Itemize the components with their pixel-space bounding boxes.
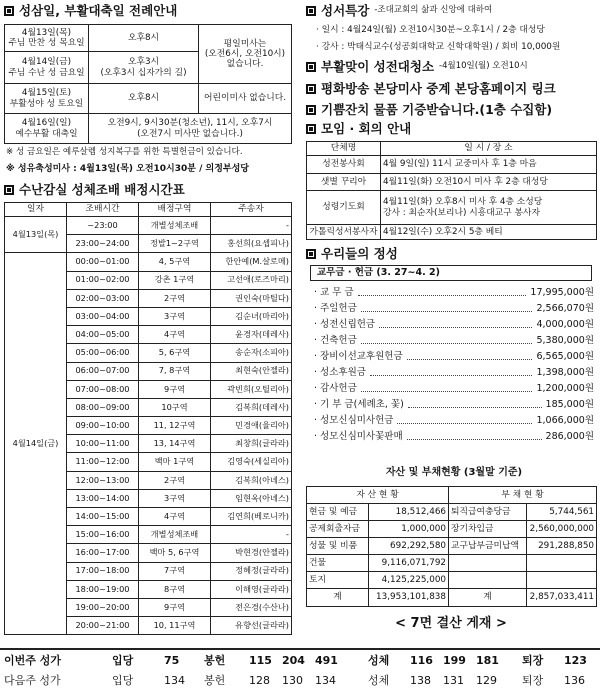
hymn-number: 75 [164,654,180,667]
leader-name: 곽빈희(오틸리아) [211,380,292,398]
dot-leader [407,439,542,440]
offering-list [314,283,594,443]
assigned-zone: 강촌 1구역 [139,271,211,289]
square-bullet-icon [306,84,316,94]
assigned-zone: 2구역 [139,471,211,489]
debt-value: 291,288,850 [527,538,597,555]
hymn-numbers [4,653,596,693]
liturgy-date: 4월14일(금) 주님 수난 성 금요일 [5,52,89,84]
asset-total-label: 계 [307,589,369,607]
debt-label: 교구납부금미납액 [449,538,527,555]
leader-name: 이해영(글라라) [211,580,292,598]
adoration-time: ~23:00 [67,217,139,235]
offering-amount: 185,000원 [545,399,594,411]
assets-title: 자산 및 부채현황 (3월말 기준) [385,467,523,478]
square-bullet-icon [306,105,316,115]
hymn-number: 115 [249,654,272,667]
dot-leader [361,311,533,312]
offering-row [314,315,594,331]
hymn-number: 130 [282,674,303,687]
adoration-time: 09:00~10:00 [67,417,139,435]
hymn-number: 204 [282,654,305,667]
meetings-table [306,141,597,240]
square-bullet-icon [306,249,316,259]
offering-label: · 감사헌금 [314,383,357,395]
hymn-label: 봉헌 [204,674,226,687]
hymn-number: 129 [476,674,497,687]
asset-label: 공제회출자금 [307,521,369,538]
asset-total: 13,953,101,838 [369,589,449,607]
square-bullet-icon [306,124,316,134]
adoration-time: 02:00~03:00 [67,289,139,307]
adoration-time: 10:00~11:00 [67,435,139,453]
asset-value: 692,292,580 [369,538,449,555]
offering-amount: 286,000원 [545,431,594,443]
hymn-label: 성체 [368,674,390,687]
leader-name: 고선애(로즈마리) [211,271,292,289]
good-friday-note: ※ 성 금요일은 예루살렘 성지복구를 위한 특별헌금이 있습니다. [6,147,243,157]
leader-name: 김복희(아녜스) [211,471,292,489]
offering-row [314,331,594,347]
schedule-row [5,253,292,271]
meeting-info: 4월 9일(일) 11시 교중미사 후 1층 마음 [381,156,597,174]
chrism-mass-note: ※ 성유축성미사 : 4월13일(목) 오전10시30분 / 의정부성당 [6,164,249,174]
leader-name: 송순자(소피아) [211,344,292,362]
hymn-number: 181 [476,654,499,667]
leader-name: 정혜정(글라라) [211,562,292,580]
hymn-number: 116 [410,654,433,667]
assigned-zone: 정발1~2구역 [139,235,211,253]
hymn-label: 퇴장 [522,674,544,687]
adoration-time: 08:00~09:00 [67,398,139,416]
offering-row [314,283,594,299]
schedule-date: 4월14일(금) [5,253,67,635]
square-bullet-icon [4,6,14,16]
schedule-row [5,217,292,235]
asset-label: 현금 및 예금 [307,504,369,521]
asset-value: 9,116,071,792 [369,555,449,572]
section-adoration-title [4,183,185,197]
hymn-number: 199 [443,654,466,667]
offering-label: · 주일헌금 [314,303,357,315]
adoration-time: 03:00~04:00 [67,307,139,325]
offering-row [314,363,594,379]
section-donation-title [306,103,552,117]
hymn-number: 134 [164,674,185,687]
meeting-info: 4월11일(화) 오후8시 미사 후 4층 소성당 강사 : 최순자(보리나) 시흥대교구 봉사자 [381,191,597,225]
offering-row [314,427,594,443]
adoration-time: 05:00~06:00 [67,344,139,362]
offering-amount: 17,995,000원 [530,287,594,299]
leader-name: 민경애(율리아) [211,417,292,435]
hymn-label: 입당 [112,674,134,687]
adoration-time: 23:00~24:00 [67,235,139,253]
debt-empty [527,572,597,589]
settlement-notice: < 7면 결산 게재 > [395,616,507,631]
debt-label: 퇴직급여충당금 [449,504,527,521]
assigned-zone: 7구역 [139,562,211,580]
asset-label: 성물 및 비품 [307,538,369,555]
assigned-zone: 4구역 [139,508,211,526]
liturgy-time: 오전9시, 9시30분(청소년), 11시, 오후7시 (오전7시 미사만 없습니다.) [89,114,292,144]
hymn-number: 491 [315,654,338,667]
assigned-zone: 3구역 [139,307,211,325]
leader-name: - [211,217,292,235]
adoration-time: 13:00~14:00 [67,489,139,507]
assigned-zone: 13, 14구역 [139,435,211,453]
leader-name: 박현경(안젤라) [211,544,292,562]
leader-name: 김연희(베로니카) [211,508,292,526]
square-bullet-icon [306,62,316,72]
hymn-number: 131 [443,674,464,687]
adoration-time: 01:00~02:00 [67,271,139,289]
offering-label: · 성모신심미사헌금 [314,415,394,427]
section-meetings-title [306,122,411,136]
section-title-text: 기쁨잔치 물품 기증받습니다.(1층 수집함) [321,102,553,117]
section-title-text: 수난감실 성체조배 배정시간표 [19,182,185,197]
section-title-text: 부활맞이 성전대청소 [321,59,435,74]
dot-leader [408,407,542,408]
asset-value: 4,125,225,000 [369,572,449,589]
assigned-zone: 3구역 [139,489,211,507]
section-liturgy-title [4,4,177,18]
offering-row [314,395,594,411]
leader-name: 임현옥(아녜스) [211,489,292,507]
offering-amount: 1,066,000원 [536,415,594,427]
lecture-date: · 일시 : 4월24일(월) 오전10시30분~오후1시 / 2층 대성당 [316,25,545,35]
section-cleaning-title [306,60,528,74]
offering-label: · 성모신심미사꽃판매 [314,431,403,443]
liturgy-date: 4월16일(일) 예수부활 대축일 [5,114,89,144]
offering-label: · 건축헌금 [314,335,357,347]
debt-label: 장기차입금 [449,521,527,538]
hymn-label: 성체 [368,654,390,667]
debt-header: 부 채 현 황 [449,487,597,504]
offering-label: · 성전신립헌금 [314,319,376,331]
offering-row [314,411,594,427]
assigned-zone: 5, 6구역 [139,344,211,362]
leader-name: 김복희(데레사) [211,398,292,416]
hymn-row [4,653,596,673]
section-title-text: 모임 · 회의 안내 [321,121,412,136]
adoration-time: 17:00~18:00 [67,562,139,580]
offering-amount: 6,565,000원 [536,351,594,363]
asset-label: 건물 [307,555,369,572]
debt-total-label: 계 [449,589,527,607]
section-offerings-title [306,247,398,261]
assigned-zone: 개별성체조배 [139,217,211,235]
hymn-label: 봉헌 [204,654,226,667]
group-name: 샛별 꾸리아 [307,174,381,191]
adoration-time: 16:00~17:00 [67,544,139,562]
offering-row [314,347,594,363]
leader-name: 전은경(수산나) [211,598,292,616]
hymn-row-label: 이번주 성가 [4,654,61,667]
adoration-time: 04:00~05:00 [67,326,139,344]
offering-label: · 성소후원금 [314,367,366,379]
section-title-text: 평화방송 본당미사 중계 본당홈페이지 링크 [321,81,556,96]
debt-empty [527,555,597,572]
section-subtitle: -조대교회의 삶과 신앙에 대하여 [374,5,493,16]
group-name: 성령기도회 [307,191,381,225]
adoration-time: 20:00~21:00 [67,617,139,635]
dot-leader [361,391,533,392]
divider [0,648,600,650]
section-bible-lecture-title [306,4,492,18]
liturgy-time: 오후8시 [89,25,199,52]
adoration-time: 15:00~16:00 [67,526,139,544]
section-title-text: 성삼일, 부활대축일 전례안내 [19,3,178,18]
offering-amount: 1,398,000원 [536,367,594,379]
asset-value: 1,000,000 [369,521,449,538]
assigned-zone: 2구역 [139,289,211,307]
adoration-time: 06:00~07:00 [67,362,139,380]
hymn-number: 136 [564,674,585,687]
debt-total: 2,857,033,411 [527,589,597,607]
hymn-label: 입당 [112,654,134,667]
section-title-text: 성서특강 [321,3,370,18]
offering-amount: 4,000,000원 [536,319,594,331]
offering-amount: 5,380,000원 [536,335,594,347]
assigned-zone: 11, 12구역 [139,417,211,435]
debt-empty [449,572,527,589]
section-title-text: 우리들의 정성 [321,246,398,261]
hymn-label: 퇴장 [522,654,544,667]
leader-name: 한안예(M.살로메) [211,253,292,271]
dot-leader [407,359,533,360]
assigned-zone: 백마 5, 6구역 [139,544,211,562]
adoration-time: 19:00~20:00 [67,598,139,616]
liturgy-date: 4월15일(토) 부활성야 성 토요일 [5,84,89,114]
square-bullet-icon [306,6,316,16]
assigned-zone: 10, 11구역 [139,617,211,635]
adoration-time: 14:00~15:00 [67,508,139,526]
assets-table [306,486,597,607]
debt-value: 5,744,561 [527,504,597,521]
dot-leader [361,343,533,344]
offering-label: · 교 무 금 [314,287,354,299]
liturgy-table [4,24,292,144]
group-name: 성전봉사회 [307,156,381,174]
hymn-number: 134 [315,674,336,687]
dot-leader [370,375,533,376]
weekday-note: 평일미사는 (오전6시, 오전10시) 없습니다. [199,25,292,84]
square-bullet-icon [4,185,14,195]
offering-row [314,379,594,395]
leader-name: 김순녀(마리아) [211,307,292,325]
meeting-info: 4월11일(화) 오전10시 미사 후 2층 대성당 [381,174,597,191]
leader-name: - [211,526,292,544]
offering-amount: 1,200,000원 [536,383,594,395]
hymn-row [4,673,596,693]
dot-leader [358,295,527,296]
adoration-time: 07:00~08:00 [67,380,139,398]
liturgy-time: 오후8시 [89,84,199,114]
assigned-zone: 4, 5구역 [139,253,211,271]
assigned-zone: 개별성체조배 [139,526,211,544]
hymn-number: 128 [249,674,270,687]
asset-label: 토지 [307,572,369,589]
offering-amount: 2,566,070원 [536,303,594,315]
col-header: 배정구역 [139,203,211,217]
assigned-zone: 7, 8구역 [139,362,211,380]
leader-name: 홍선희(요셉피나) [211,235,292,253]
meeting-info: 4월12일(수) 오후2시 5층 베티 [381,225,597,240]
assigned-zone: 10구역 [139,398,211,416]
debt-value: 2,560,000,000 [527,521,597,538]
assigned-zone: 4구역 [139,326,211,344]
offering-label: · 장비이선교후원헌금 [314,351,403,363]
asset-value: 18,512,466 [369,504,449,521]
liturgy-time: 오후3시 (오후3시 십자가의 길) [89,52,199,84]
adoration-time: 00:00~01:00 [67,253,139,271]
col-header: 주송자 [211,203,292,217]
hymn-number: 138 [410,674,431,687]
leader-name: 유향선(글라라) [211,617,292,635]
debt-empty [449,555,527,572]
leader-name: 윤경자(데레사) [211,326,292,344]
hymn-number: 123 [564,654,587,667]
liturgy-date: 4월13일(목) 주님 만찬 성 목요일 [5,25,89,52]
adoration-time: 18:00~19:00 [67,580,139,598]
dot-leader [397,423,532,424]
leader-name: 최현숙(안젤라) [211,362,292,380]
col-header: 일 시 / 장 소 [381,142,597,156]
section-subtitle: -4월10일(월) 오전10시 [439,61,528,72]
dot-leader [379,327,532,328]
leader-name: 최창희(글라라) [211,435,292,453]
offering-period-box [310,265,592,281]
assigned-zone: 백마 1구역 [139,453,211,471]
col-header: 조배시간 [67,203,139,217]
leader-name: 권인숙(마틸다) [211,289,292,307]
col-header: 단체명 [307,142,381,156]
hymn-row-label: 다음주 성가 [4,674,61,687]
adoration-schedule-table [4,202,292,635]
group-name: 가톨릭성서봉사자 [307,225,381,240]
offering-label: · 기 부 금(세례초, 꽃) [314,399,404,411]
schedule-date: 4월13일(목) [5,217,67,253]
offering-period: 교무금 · 헌금 (3. 27~4. 2) [317,267,440,278]
assigned-zone: 8구역 [139,580,211,598]
assigned-zone: 9구역 [139,380,211,398]
adoration-time: 11:00~12:00 [67,453,139,471]
assigned-zone: 9구역 [139,598,211,616]
leader-name: 김영숙(세실리아) [211,453,292,471]
adoration-time: 12:00~13:00 [67,471,139,489]
lecture-speaker: · 강사 : 박태식교수(성공회대학교 신학대학원) / 회비 10,000원 [316,42,561,52]
children-mass-note: 어린이미사 없습니다. [199,84,292,114]
col-header: 일자 [5,203,67,217]
offering-row [314,299,594,315]
asset-header: 자 산 현 황 [307,487,449,504]
section-broadcast-title [306,82,556,96]
